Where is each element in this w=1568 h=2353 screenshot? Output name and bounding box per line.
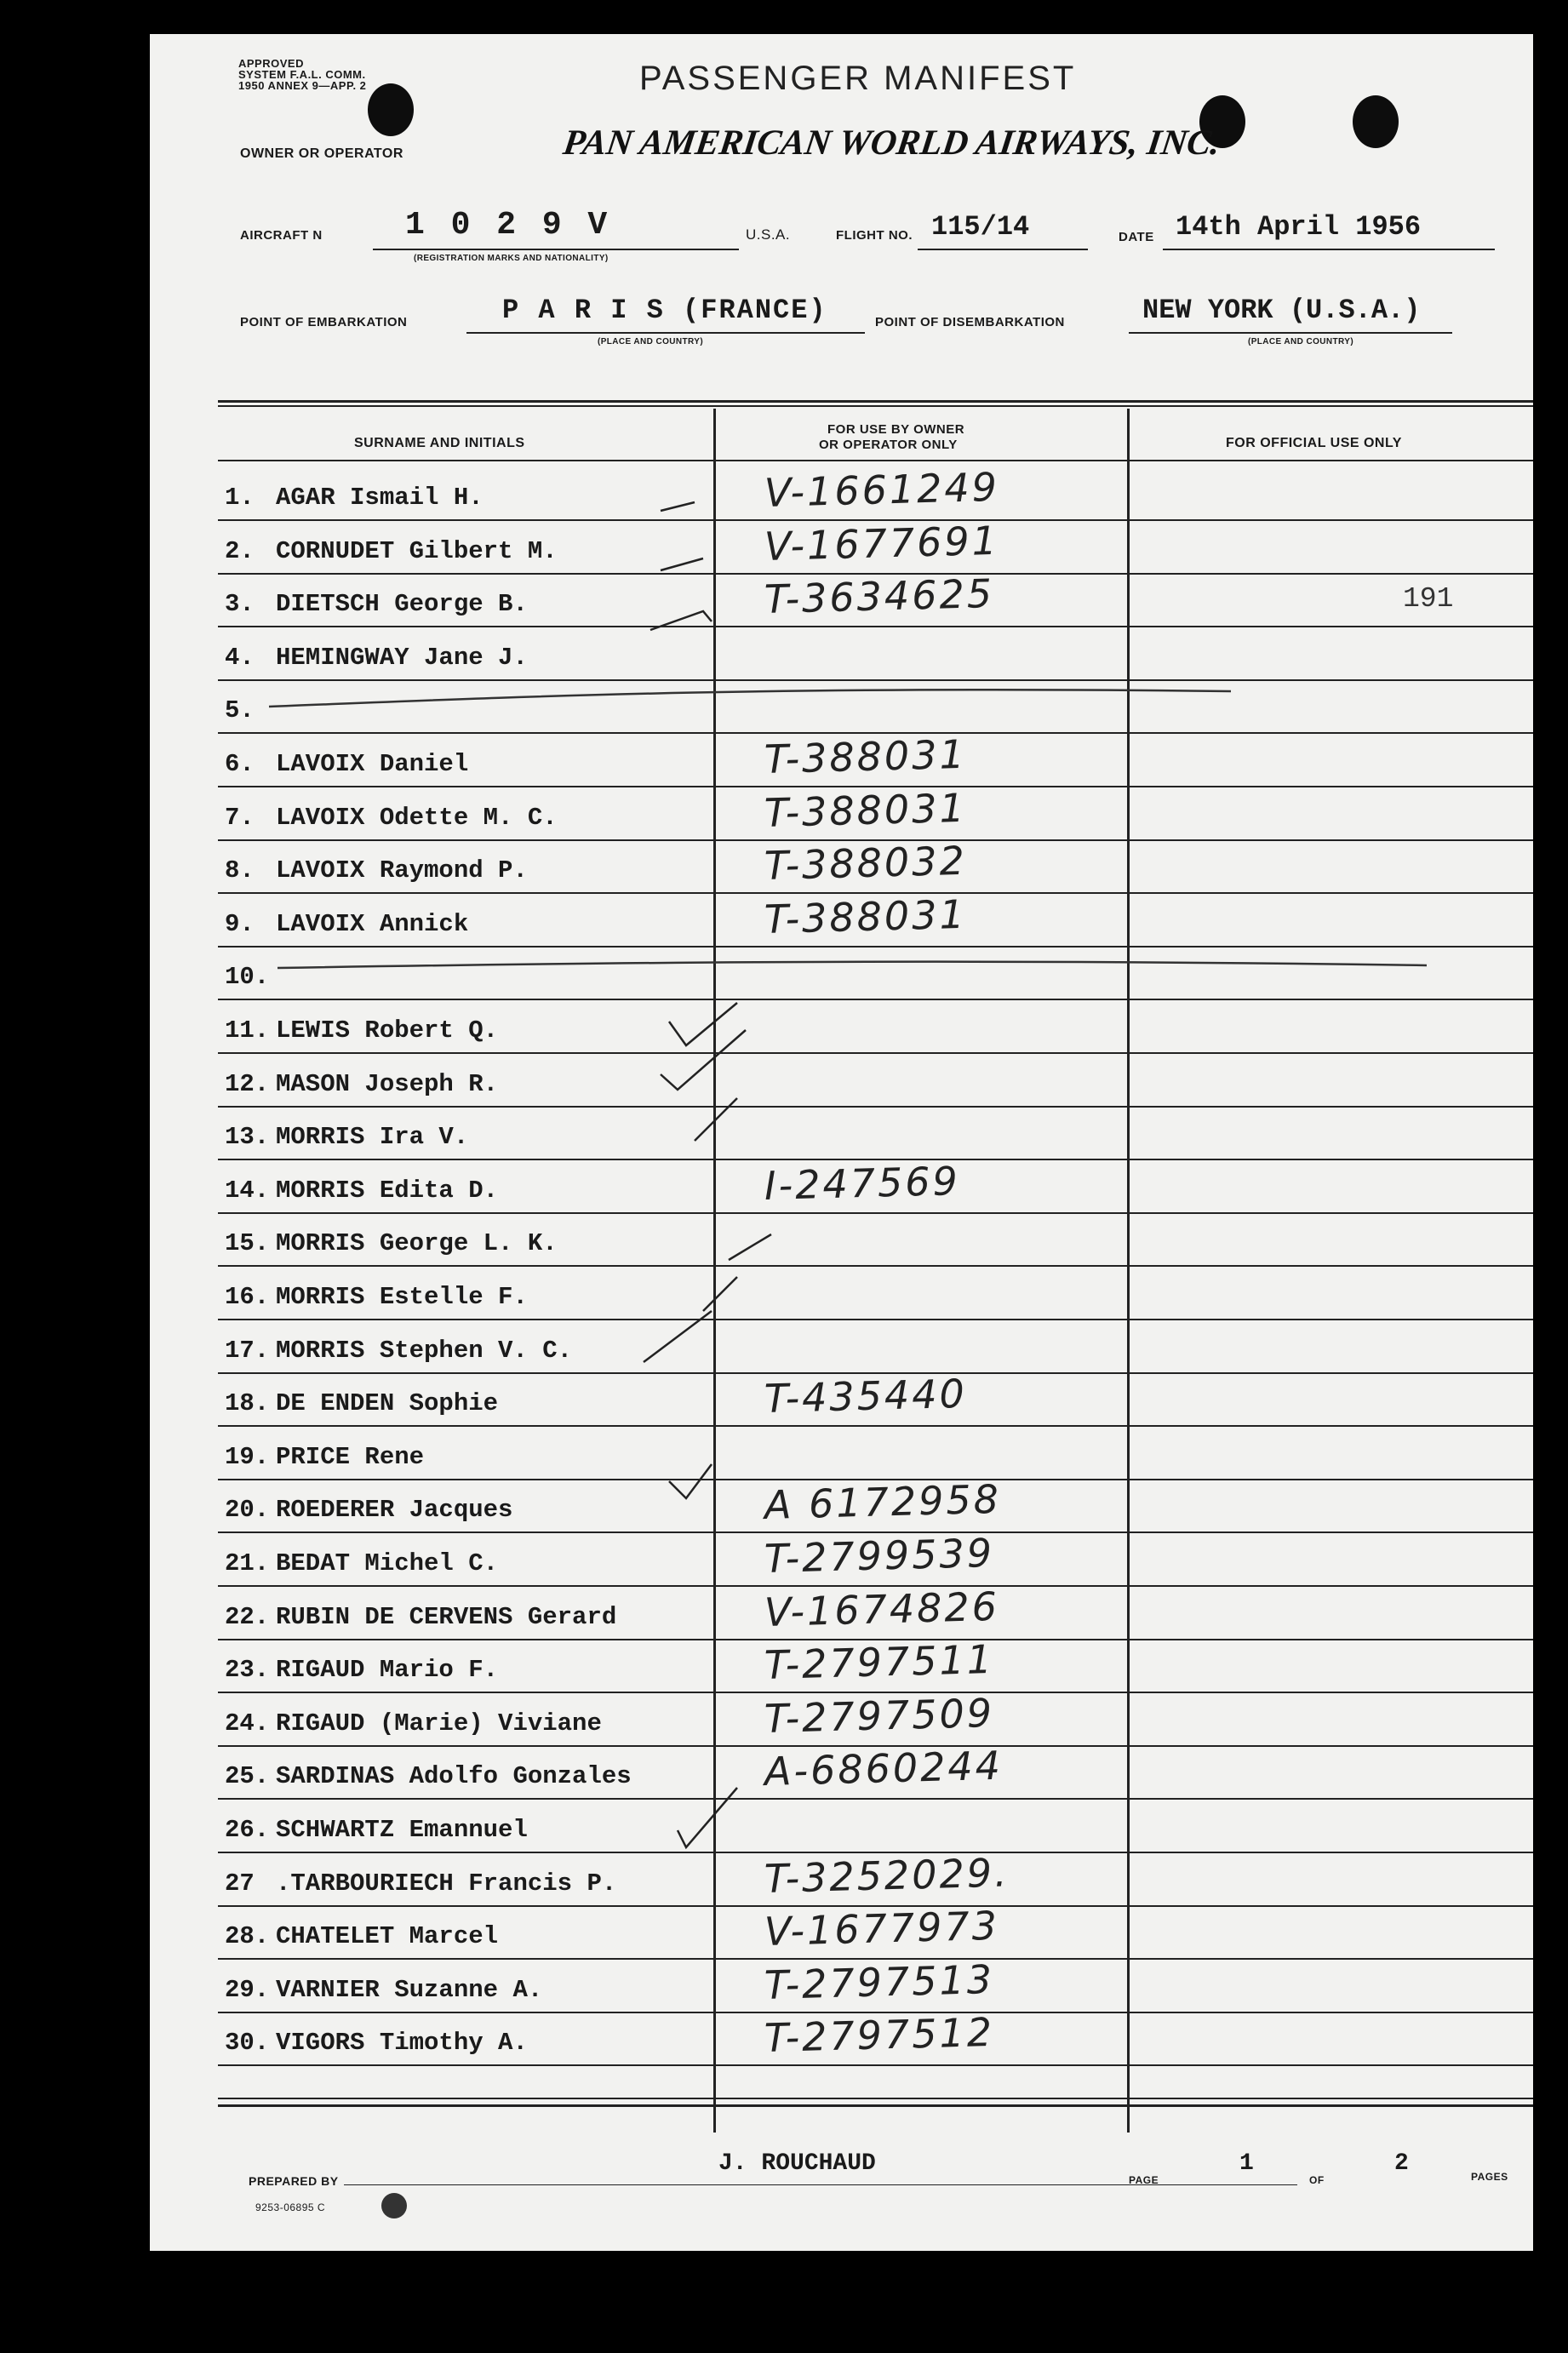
passenger-number: 22. [225,1602,270,1631]
prepared-value: J. ROUCHAUD [718,2150,876,2177]
passenger-document-number: V-1674826 [764,1583,1000,1635]
passenger-number: 1. [225,484,255,512]
page-value: 1 [1239,2150,1254,2177]
passenger-number: 12. [225,1069,270,1098]
column-header-official: FOR OFFICIAL USE ONLY [1226,436,1402,450]
flight-value: 115/14 [931,211,1030,243]
passenger-name: MORRIS Ira V. [276,1123,469,1152]
page-title: PASSENGER MANIFEST [639,60,1077,97]
passenger-name: DE ENDEN Sophie [276,1389,499,1418]
table-bottom-rule [218,2104,1533,2107]
passenger-number: 24. [225,1709,270,1738]
passenger-number: 29. [225,1975,270,2004]
passenger-document-number: V-1677973 [764,1902,1000,1955]
passenger-name: VARNIER Suzanne A. [276,1975,543,2004]
passenger-number: 16. [225,1283,270,1311]
passenger-number: 19. [225,1442,270,1471]
check-mark [644,1098,771,1362]
passenger-number: 18. [225,1389,270,1418]
passenger-document-number: T-388031 [764,730,968,782]
embarkation-label: POINT OF EMBARKATION [240,315,408,329]
passenger-number: 4. [225,643,255,672]
passenger-name: AGAR Ismail H. [276,484,484,512]
passenger-document-number: V-1677691 [764,517,1000,570]
nationality-label: U.S.A. [746,226,791,243]
page-label: PAGE [1129,2174,1159,2186]
passenger-name: LAVOIX Annick [276,909,469,938]
passenger-name: SCHWARTZ Emannuel [276,1816,528,1844]
column-header-surname: SURNAME AND INITIALS [354,436,525,450]
owner-label: OWNER OR OPERATOR [240,146,403,161]
passenger-number: 27 [225,1869,255,1898]
date-label: DATE [1119,230,1154,244]
pages-label: PAGES [1471,2171,1508,2183]
passenger-number: 7. [225,803,255,832]
passenger-document-number: T-2797512 [764,2009,995,2062]
passenger-document-number: T-2797513 [764,1955,995,2008]
strike-overlay [150,34,1533,2251]
aircraft-sub-label: (REGISTRATION MARKS AND NATIONALITY) [414,254,609,263]
passenger-name: MORRIS Stephen V. C. [276,1336,573,1365]
embarkation-value: P A R I S (FRANCE) [502,295,827,326]
passenger-document-number: T-388032 [764,837,968,890]
passenger-name: LAVOIX Daniel [276,750,469,778]
passenger-number: 25. [225,1762,270,1791]
passenger-number: 30. [225,2029,270,2058]
union-label-icon [381,2193,407,2218]
approval-line: APPROVED [238,57,304,70]
passenger-name: CHATELET Marcel [276,1922,499,1951]
check-mark [661,1003,746,1090]
approval-line: 1950 ANNEX 9—APP. 2 [238,79,367,92]
passenger-document-number: T-2799539 [764,1529,995,1582]
passenger-number: 15. [225,1229,270,1258]
passenger-document-number: T-2797509 [764,1689,995,1742]
passenger-number: 3. [225,590,255,619]
passenger-name: CORNUDET Gilbert M. [276,536,558,565]
passenger-name: RUBIN DE CERVENS Gerard [276,1602,617,1631]
passenger-number: 11. [225,1016,270,1045]
passenger-document-number: T-435440 [764,1370,968,1423]
approval-line: SYSTEM F.A.L. COMM. [238,68,366,81]
void-strike-line [278,962,1427,968]
passenger-document-number: T-3252029. [764,1849,1010,1902]
check-mark [669,1464,737,1847]
passenger-document-number: I-247569 [764,1157,961,1209]
passenger-name: HEMINGWAY Jane J. [276,643,528,672]
of-label: OF [1309,2174,1325,2186]
passenger-name: MASON Joseph R. [276,1069,499,1098]
passenger-document-number: T-2797511 [764,1636,995,1689]
passenger-document-number: A-6860244 [764,1743,1004,1795]
passenger-number: 20. [225,1496,270,1525]
void-strike-line [269,690,1231,707]
passenger-name: .TARBOURIECH Francis P. [276,1869,617,1898]
passenger-name: PRICE Rene [276,1442,425,1471]
prepared-label: PREPARED BY [249,2174,339,2188]
form-number: 9253-06895 C [255,2201,326,2213]
passenger-document-number: T-388031 [764,784,968,836]
passenger-number: 17. [225,1336,270,1365]
disembarkation-value: NEW YORK (U.S.A.) [1142,295,1421,326]
passenger-name: BEDAT Michel C. [276,1549,499,1577]
passenger-number: 26. [225,1816,270,1844]
passenger-number: 6. [225,750,255,778]
passenger-name: MORRIS Edita D. [276,1176,499,1205]
column-header-owner: OR OPERATOR ONLY [819,438,958,452]
disembarkation-sub-label: (PLACE AND COUNTRY) [1248,337,1354,346]
passenger-name: LAVOIX Odette M. C. [276,803,558,832]
embarkation-sub-label: (PLACE AND COUNTRY) [598,337,704,346]
column-header-owner: FOR USE BY OWNER [827,422,965,437]
passenger-number: 14. [225,1176,270,1205]
table-bottom-rule [218,2098,1533,2099]
passenger-number: 5. [225,696,255,725]
passenger-number: 10. [225,963,270,992]
passenger-name: VIGORS Timothy A. [276,2029,528,2058]
passenger-number: 21. [225,1549,270,1577]
passenger-name: MORRIS George L. K. [276,1229,558,1258]
flight-label: FLIGHT NO. [836,228,913,243]
check-mark [650,502,712,630]
of-value: 2 [1394,2150,1409,2177]
airline-name: PAN AMERICAN WORLD AIRWAYS, INC. [560,123,1223,163]
passenger-name: SARDINAS Adolfo Gonzales [276,1762,632,1791]
manifest-sheet [150,34,1533,2251]
disembarkation-label: POINT OF DISEMBARKATION [875,315,1065,329]
aircraft-label: AIRCRAFT N [240,228,323,243]
passenger-number: 9. [225,909,255,938]
passenger-document-number: T-3634625 [764,570,995,623]
passenger-document-number: V-1661249 [764,463,1000,516]
passenger-name: RIGAUD (Marie) Viviane [276,1709,602,1738]
passenger-name: DIETSCH George B. [276,590,528,619]
passenger-document-number: A 6172958 [764,1476,1002,1529]
passenger-name: MORRIS Estelle F. [276,1283,528,1311]
passenger-number: 13. [225,1123,270,1152]
passenger-number: 2. [225,536,255,565]
passenger-number: 8. [225,856,255,885]
passenger-document-number: T-388031 [764,890,968,942]
passenger-number: 28. [225,1922,270,1951]
passenger-name: ROEDERER Jacques [276,1496,513,1525]
passenger-name: LAVOIX Raymond P. [276,856,528,885]
date-value: 14th April 1956 [1176,211,1422,243]
passenger-name: LEWIS Robert Q. [276,1016,499,1045]
official-use-note: 191 [1403,583,1454,615]
aircraft-value: 1 0 2 9 V [405,207,611,243]
passenger-name: RIGAUD Mario F. [276,1656,499,1685]
passenger-number: 23. [225,1656,270,1685]
